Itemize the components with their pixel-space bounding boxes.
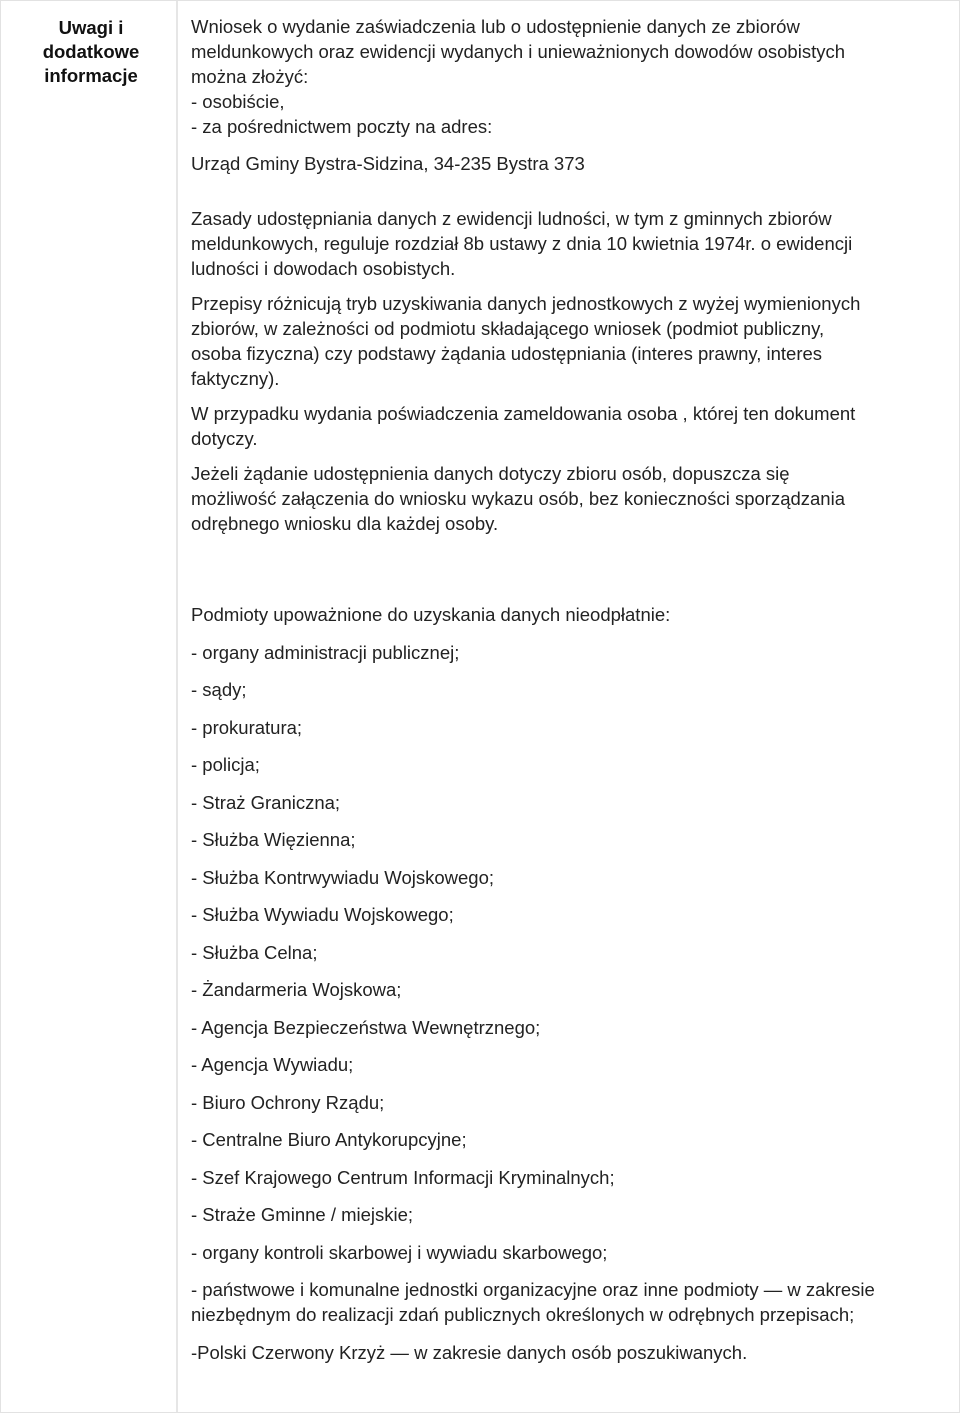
paragraph-line: ludności i dowodach osobistych. [191,258,456,279]
paragraph-line: W przypadku wydania poświadczenia zameldowania osoba , której ten dokument [191,403,856,424]
intro-line: meldunkowych oraz ewidencji wydanych i unieważnionych dowodów osobistych [191,41,846,62]
entity-list-item: - sądy; [191,679,247,700]
entity-list-item: - Straż Graniczna; [191,791,341,813]
zbior-paragraph [191,461,951,536]
entity-line: - państwowe i komunalne jednostki organizacyjne oraz inne podmioty — w zakresie [191,1279,875,1300]
office-address [191,151,951,176]
paragraph-line: Zasady udostępniania danych z ewidencji ludności, w tym z gminnych zbiorów [191,208,832,229]
paragraph-line: Jeżeli żądanie udostępnienia danych dotyczy zbioru osób, dopuszcza się [191,463,790,484]
paragraph-line: faktyczny). [191,368,280,389]
entity-list-item: - Służba Celna; [191,941,318,963]
authorized-entities-section [191,602,951,1365]
entity-list-item: - Szef Krajowego Centrum Informacji Kryminalnych; [191,1166,615,1188]
row-label-column [1,1,178,1412]
entity-list-item-panstwowe [191,1277,951,1327]
entity-list-item: - prokuratura; [191,716,303,738]
entity-list-item: - Żandarmeria Wojskowa; [191,979,402,1000]
entity-list-item: - organy kontroli skarbowej i wywiadu skarbowego; [191,1241,608,1263]
entity-list-item: - Służba Kontrwywiadu Wojskowego; [191,866,494,888]
paragraph-line: zbiorów, w zależności od podmiotu składającego wniosek (podmiot publiczny, [191,318,825,339]
intro-line: Wniosek o wydanie zaświadczenia lub o udostępnienie danych ze zbiorów [191,16,800,37]
paragraph-line: Przepisy różnicują tryb uzyskiwania danych jednostkowych z wyżej wymienionych [191,293,861,314]
entity-list-item: - policja; [191,754,260,775]
poswiadczenie-paragraph [191,401,951,451]
intro-line: można złożyć: [191,66,309,87]
przepisy-paragraph [191,291,951,391]
entity-list-item: - Agencja Bezpieczeństwa Wewnętrznego; [191,1016,541,1038]
entity-list-item: - Straże Gminne / miejskie; [191,1204,414,1225]
address-line: Urząd Gminy Bystra-Sidzina, 34-235 Bystra 373 [191,153,585,174]
entity-line: niezbędnym do realizacji zdań publicznych określonych w odrębnych przepisach; [191,1304,855,1325]
entity-list-item: - Służba Wywiadu Wojskowego; [191,904,454,925]
intro-line: - osobiście, [191,91,285,112]
entities-heading: Podmioty upoważnione do uzyskania danych nieodpłatnie: [191,604,671,625]
intro-line: - za pośrednictwem poczty na adres: [191,116,493,137]
entity-list-item: - Centralne Biuro Antykorupcyjne; [191,1129,467,1150]
paragraph-line: odrębnego wniosku dla każdej osoby. [191,513,499,534]
zasady-paragraph [191,206,951,281]
paragraph-line: meldunkowych, reguluje rozdział 8b ustawy z dnia 10 kwietnia 1974r. o ewidencji [191,233,853,254]
entity-list-item: - Biuro Ochrony Rządu; [191,1091,385,1113]
paragraph-line: dotyczy. [191,428,258,449]
paragraph-line: możliwość załączenia do wniosku wykazu osób, bez konieczności sporządzania [191,488,845,509]
row-label: Uwagi i dodatkowe informacje [42,17,140,86]
paragraph-line: osoba fizyczna) czy podstawy żądania udostępniania (interes prawny, interes [191,343,823,364]
intro-paragraph [191,14,951,139]
intro-section [191,14,951,536]
entity-list-item: - Agencja Wywiadu; [191,1054,354,1075]
entity-list-item-pck: -Polski Czerwony Krzyż — w zakresie danych osób poszukiwanych. [191,1341,748,1363]
entity-list-item: - organy administracji publicznej; [191,641,460,663]
entity-list-item: - Służba Więzienna; [191,829,356,850]
